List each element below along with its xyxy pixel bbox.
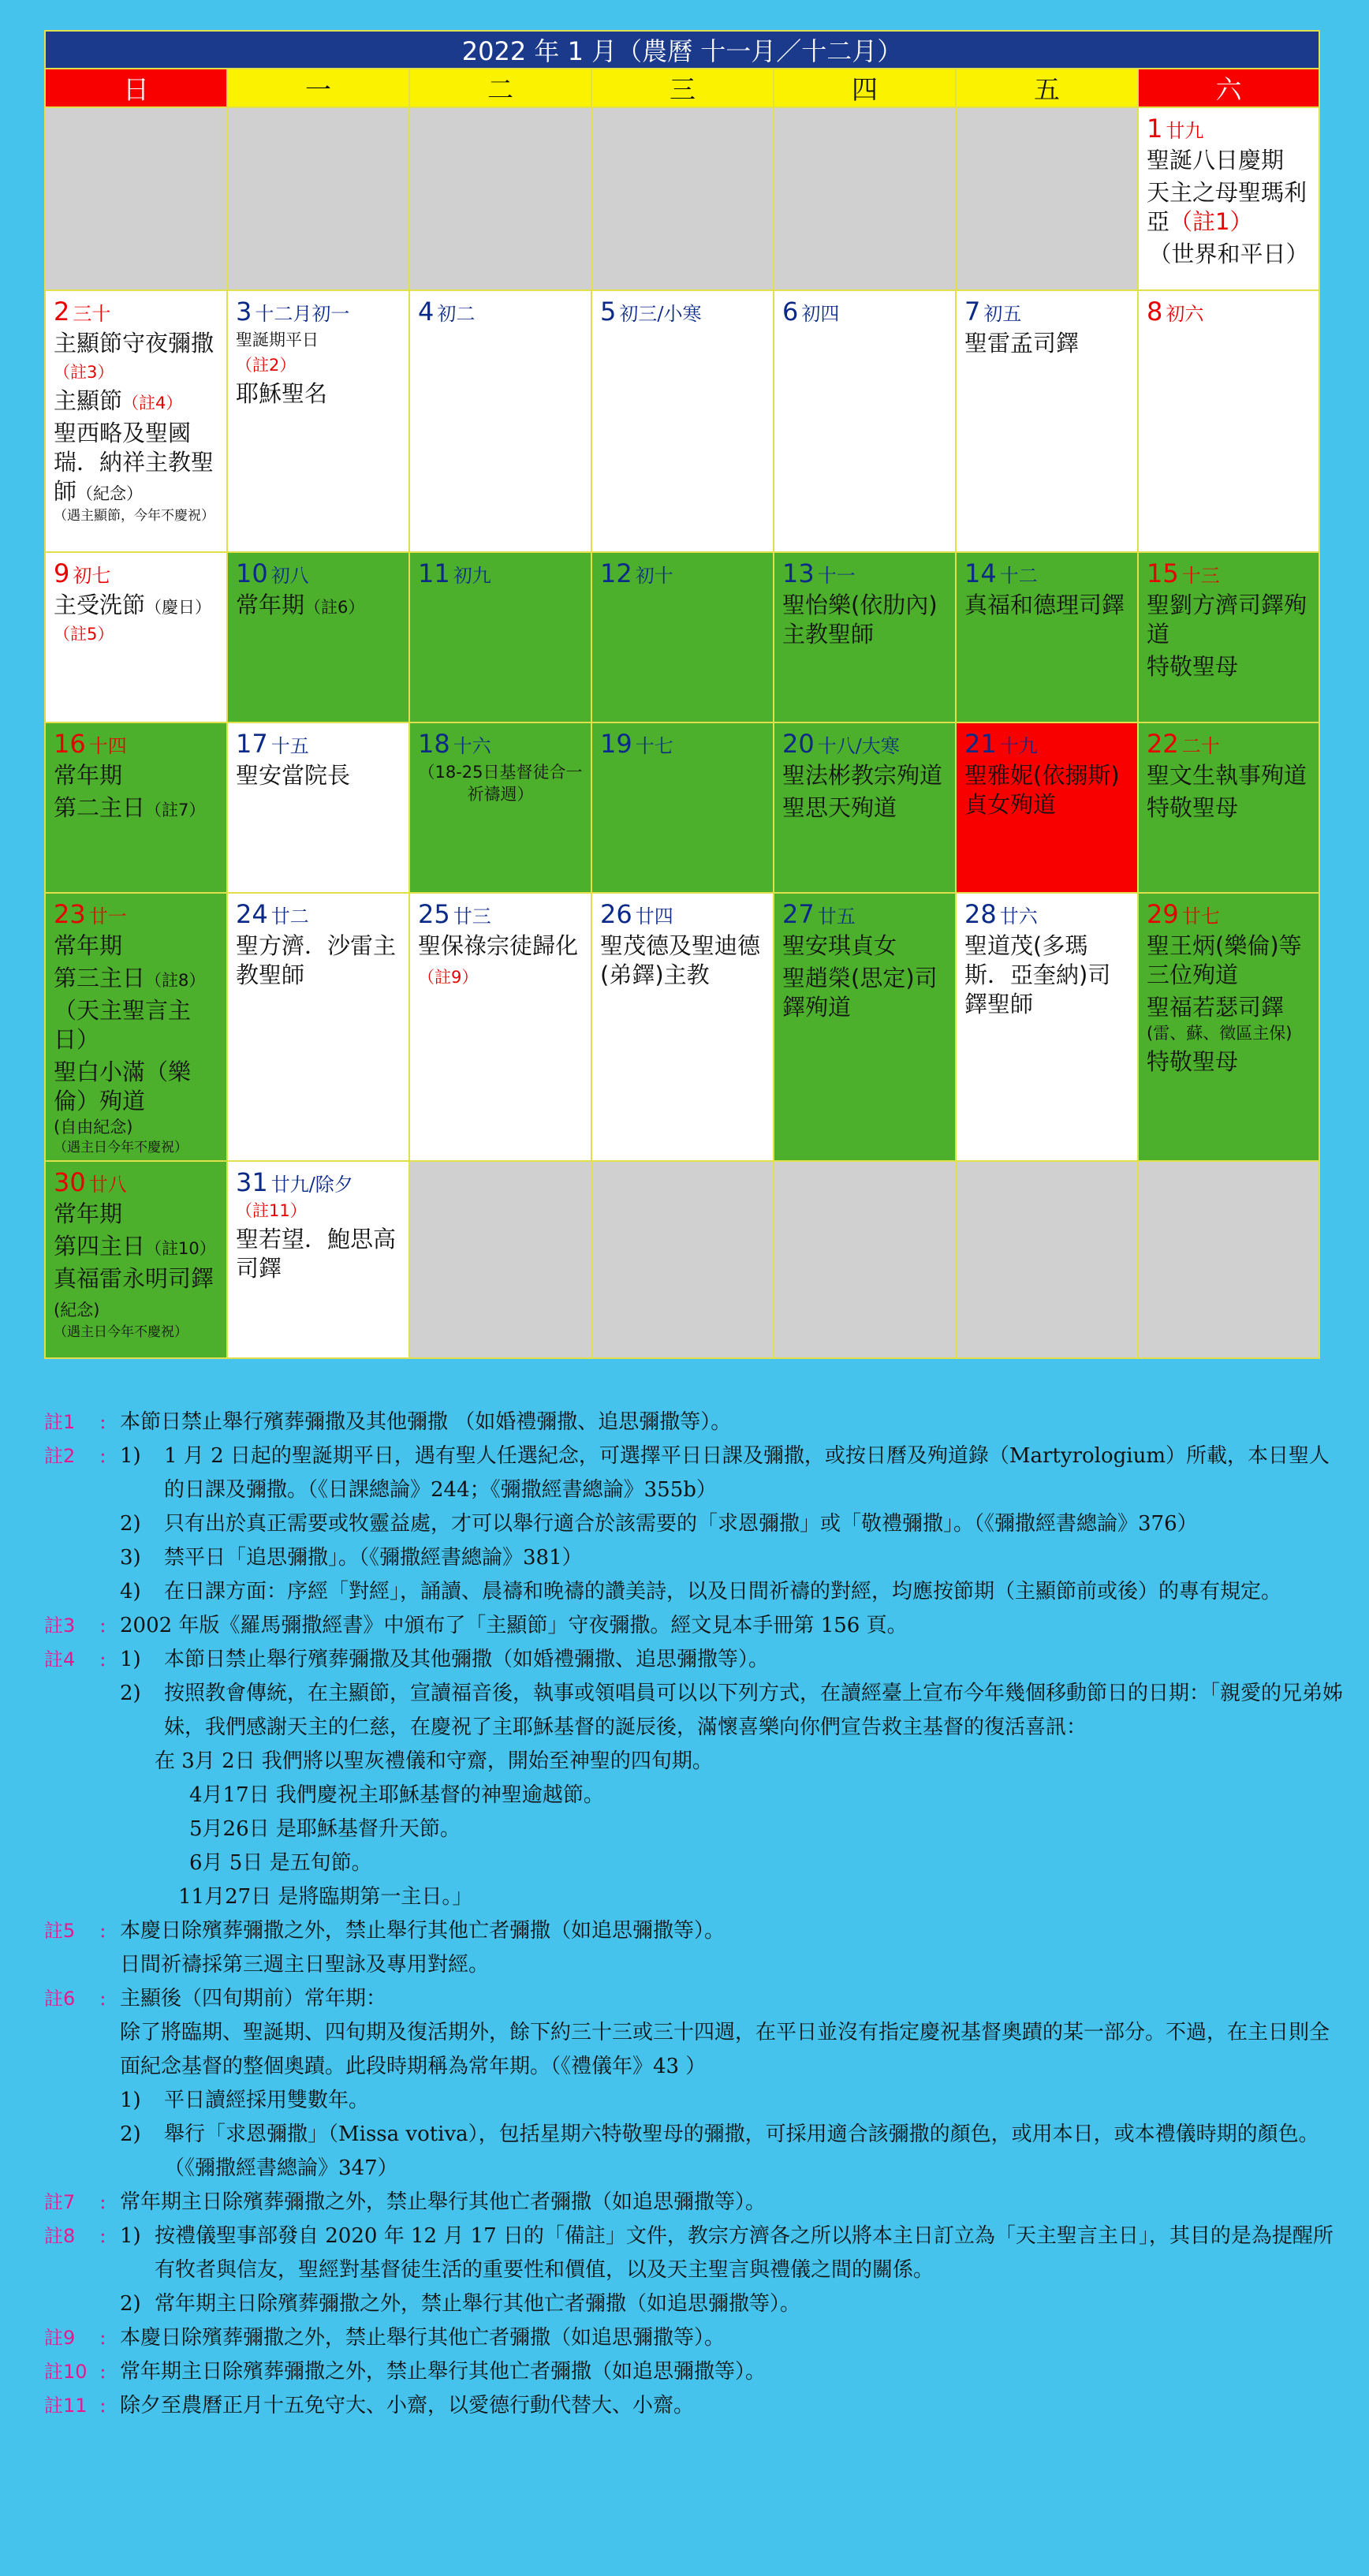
day-cell-22 xyxy=(1138,722,1319,893)
feast-text: 主顯節（註4） xyxy=(54,387,183,414)
feast-text: 特敬聖母 xyxy=(1147,653,1239,680)
note-text: 本節日禁止舉行殯葬彌撒及其他彌撒 （如婚禮彌撒、追思彌撒等）。 xyxy=(120,1410,732,1434)
notes-section xyxy=(44,1406,1345,2423)
day-number: 13 xyxy=(782,558,815,588)
lunar-date: 初七 xyxy=(73,565,111,587)
empty-cell xyxy=(774,1161,956,1358)
note-text: 本節日禁止舉行殯葬彌撒及其他彌撒（如婚禮彌撒、追思彌撒等）。 xyxy=(164,1648,770,1671)
empty-cell xyxy=(591,1161,774,1358)
weekday-mon: 一 xyxy=(227,69,409,107)
note-text: 日間祈禱採第三週主日聖詠及專用對經。 xyxy=(120,1953,490,1977)
note-text: 按照教會傳統，在主顯節，宣讀福音後，執事或領唱員可以以下列方式，在讀經臺上宣布今年幾個移動節日的日期：「親愛的兄弟姊妹，我們感謝天主的仁慈，在慶祝了主耶穌基督的誕辰後，滿懷喜樂向你們宣告救主基督的復活喜訊： xyxy=(164,1682,1344,1739)
day-cell-23 xyxy=(45,893,227,1161)
day-number: 10 xyxy=(236,558,268,588)
feast-remark: （遇主日今年不慶祝） xyxy=(54,1140,188,1155)
day-number: 26 xyxy=(600,899,632,929)
lunar-date: 初五 xyxy=(983,303,1022,325)
lunar-date: 初三/小寒 xyxy=(619,303,702,325)
day-number: 14 xyxy=(964,558,997,588)
weekday-thu: 四 xyxy=(774,69,956,107)
lunar-date: 廿四 xyxy=(635,905,673,928)
lunar-date: 十四 xyxy=(88,735,127,757)
note-label: 註5 xyxy=(44,1920,76,1942)
day-number: 18 xyxy=(418,729,450,759)
feast-text: 聖雅妮(依搦斯)貞女殉道 xyxy=(964,762,1120,818)
feast-text: 聖安當院長 xyxy=(236,762,351,789)
empty-cell xyxy=(956,107,1138,290)
note-label: 註3 xyxy=(44,1615,76,1637)
note-11: 註11 : 除夕至農曆正月十五免守大、小齋，以愛德行動代替大、小齋。 xyxy=(44,2389,1345,2423)
note-label: 註2 xyxy=(44,1445,76,1467)
empty-cell xyxy=(1138,1161,1319,1358)
feast-text: 天主之母聖瑪利亞（註1） xyxy=(1147,179,1307,235)
empty-cell xyxy=(45,107,227,290)
day-number: 28 xyxy=(964,899,997,929)
note-5: 註5 : 本慶日除殯葬彌撒之外，禁止舉行其他亡者彌撒（如追思彌撒等）。 日間祈禱採第三週主日聖詠及專用對經。 xyxy=(44,1914,1345,1982)
lunar-date: 廿九/除夕 xyxy=(270,1174,353,1196)
note-ref: （註9） xyxy=(418,968,479,987)
note-label: 註8 xyxy=(44,2225,76,2247)
lunar-date: 十二月初一 xyxy=(255,303,350,325)
day-number: 27 xyxy=(782,899,815,929)
feast-text: 真福雷永明司鐸(紀念) xyxy=(54,1265,214,1320)
empty-cell xyxy=(591,107,774,290)
note-text: 舉行「求恩彌撒」（Missa votiva），包括星期六特敬聖母的彌撒，可採用適合該彌撒的顏色，或用本日，或本禮儀時期的顏色。（《彌撒經書總論》347） xyxy=(164,2122,1319,2180)
note-1: 註1 : 本節日禁止舉行殯葬彌撒及其他彌撒 （如婚禮彌撒、追思彌撒等）。 xyxy=(44,1406,1345,1439)
note-9: 註9 : 本慶日除殯葬彌撒之外，禁止舉行其他亡者彌撒（如追思彌撒等）。 xyxy=(44,2321,1345,2355)
day-cell-26 xyxy=(591,893,774,1161)
empty-cell xyxy=(774,107,956,290)
movable-date: 在 3月 2日 我們將以聖灰禮儀和守齋，開始至神聖的四旬期。 xyxy=(155,1749,713,1773)
feast-text: 聖方濟．沙雷主教聖師 xyxy=(236,932,397,988)
note-text: 在日課方面：序經「對經」，誦讀、晨禱和晚禱的讚美詩，以及日間祈禱的對經，均應按節期（主顯節前或後）的專有規定。 xyxy=(164,1580,1282,1603)
feast-text: 聖道茂(多瑪斯．亞奎納)司鐸聖師 xyxy=(964,932,1111,1017)
day-cell-27 xyxy=(774,893,956,1161)
note-ref: （註2） xyxy=(236,356,297,375)
day-number: 12 xyxy=(600,558,632,588)
note-text: 禁平日「追思彌撒」。（《彌撒經書總論》381） xyxy=(164,1546,583,1570)
empty-cell xyxy=(956,1161,1138,1358)
feast-text: 聖白小滿（樂倫）殉道 xyxy=(54,1058,192,1114)
note-text: 按禮儀聖事部發自 2020 年 12 月 17 日的「備註」文件，教宗方濟各之所以將本主日訂立為「天主聖言主日」，其目的是為提醒所有牧者與信友，聖經對基督徒生活的重要性和價值，以及天主聖言與禮儀之間的關係。 xyxy=(155,2224,1334,2282)
movable-date: 11月27日 是將臨期第一主日。」 xyxy=(178,1885,473,1909)
note-6: 註6 : 主顯後（四旬期前）常年期： 除了將臨期、聖誕期、四旬期及復活期外，餘下約三十三或三十四週，在平日並沒有指定慶祝基督奧蹟的某一部分。不過，在主日則全面紀念基督的整個奧蹟。此段時期稱為常年期。（《禮儀年》43 ） 1) 平日讀經採用雙數年。 2) 舉行「求恩彌撒」（Missa votiva），包括星期六特敬聖母的彌撒，可採用適合該彌撒的顏色，或用本日，或本禮儀時期的顏色。（《彌撒經書總論》347） xyxy=(44,1982,1345,2186)
lunar-date: 十六 xyxy=(453,735,491,757)
feast-text: 第四主日（註10） xyxy=(54,1233,216,1260)
day-cell-13 xyxy=(774,552,956,722)
day-number: 3 xyxy=(236,297,252,327)
day-cell-14 xyxy=(956,552,1138,722)
feast-text: 聖法彬教宗殉道 xyxy=(782,762,943,789)
feast-text: 主顯節守夜彌撒 xyxy=(54,330,214,357)
day-number: 22 xyxy=(1147,729,1179,759)
day-cell-12 xyxy=(591,552,774,722)
feast-text: 主受洗節（慶日） xyxy=(54,592,212,618)
note-2: 註2 : 1) 1 月 2 日起的聖誕期平日，遇有聖人任選紀念，可選擇平日日課及彌撒，或按日曆及殉道錄（Martyrologium）所載，本日聖人的日課及彌撒。（《日課總論》244；《彌撒經書總論》355b） 2) 只有出於真正需要或牧靈益處，才可以舉行適合於該需要的「求恩彌撒」或「敬禮彌撒」。（《彌撒經書總論》376） 3) 禁平日「追思彌撒」。（《彌撒經書總論》381） 4) 在日課方面：序經「對經」，誦讀、晨禱和晚禱的讚美詩，以及日間祈禱的對經，均應按節期（主顯節前或後）的專有規定。 xyxy=(44,1439,1345,1609)
day-cell-31 xyxy=(227,1161,409,1358)
feast-text: 常年期 xyxy=(54,932,123,959)
feast-text: 第三主日（註8） xyxy=(54,965,206,991)
note-ref: （註3） xyxy=(54,363,114,382)
lunar-date: 廿一 xyxy=(88,905,127,928)
feast-remark: （遇主日今年不慶祝） xyxy=(54,1324,188,1340)
day-cell-17 xyxy=(227,722,409,893)
lunar-date: 初六 xyxy=(1166,303,1204,325)
feast-text: 聖趙榮(思定)司鐸殉道 xyxy=(782,965,938,1021)
feast-text: 聖文生執事殉道 xyxy=(1147,762,1307,789)
day-cell-25 xyxy=(409,893,591,1161)
feast-text: 聖保祿宗徒歸化（註9） xyxy=(418,932,579,987)
day-cell-11 xyxy=(409,552,591,722)
day-cell-5 xyxy=(591,290,774,552)
feast-text: 聖雷孟司鐸 xyxy=(964,330,1080,357)
feast-text: 特敬聖母 xyxy=(1147,794,1239,821)
lunar-date: 廿七 xyxy=(1181,905,1220,928)
feast-text: 真福和德理司鐸 xyxy=(964,592,1125,618)
day-number: 9 xyxy=(54,558,70,588)
note-text: 本慶日除殯葬彌撒之外，禁止舉行其他亡者彌撒（如追思彌撒等）。 xyxy=(120,2326,726,2350)
feast-text: 聖福若瑟司鐸 xyxy=(1147,994,1285,1021)
day-number: 17 xyxy=(236,729,268,759)
feast-text: （天主聖言主日） xyxy=(54,997,192,1053)
lunar-date: 廿六 xyxy=(999,905,1038,928)
lunar-date: 廿五 xyxy=(817,905,856,928)
lunar-date: 十一 xyxy=(817,565,856,587)
day-number: 20 xyxy=(782,729,815,759)
day-number: 29 xyxy=(1147,899,1179,929)
feast-text: （世界和平日） xyxy=(1148,241,1309,267)
movable-date: 4月17日 我們慶祝主耶穌基督的神聖逾越節。 xyxy=(189,1783,604,1807)
day-cell-19 xyxy=(591,722,774,893)
day-cell-16 xyxy=(45,722,227,893)
note-8: 註8 : 1) 按禮儀聖事部發自 2020 年 12 月 17 日的「備註」文件，教宗方濟各之所以將本主日訂立為「天主聖言主日」，其目的是為提醒所有牧者與信友，聖經對基督徒生活的重要性和價值，以及天主聖言與禮儀之間的關係。 2) 常年期主日除殯葬彌撒之外，禁止舉行其他亡者彌撒（如追思彌撒等）。 xyxy=(44,2219,1345,2321)
day-number: 25 xyxy=(418,899,450,929)
note-text: 2002 年版《羅馬彌撒經書》中頒布了「主顯節」守夜彌撒。經文見本手冊第 156 頁。 xyxy=(120,1614,908,1637)
note-ref: （註1） xyxy=(1169,208,1253,235)
day-number: 16 xyxy=(54,729,86,759)
lunar-date: 初九 xyxy=(453,565,491,587)
weekday-sat: 六 xyxy=(1138,69,1319,107)
lunar-date: 廿九 xyxy=(1166,120,1204,142)
day-cell-28 xyxy=(956,893,1138,1161)
feast-text: 聖思天殉道 xyxy=(782,794,897,821)
day-cell-9 xyxy=(45,552,227,722)
day-number: 7 xyxy=(964,297,981,327)
day-number: 31 xyxy=(236,1167,268,1197)
weekday-wed: 三 xyxy=(591,69,774,107)
note-text: 除夕至農曆正月十五免守大、小齋，以愛德行動代替大、小齋。 xyxy=(120,2394,695,2417)
movable-date: 6月 5日 是五旬節。 xyxy=(189,1851,372,1875)
note-label: 註6 xyxy=(44,1988,76,2010)
feast-text: （18-25日基督徒合一祈禱週） xyxy=(418,763,583,804)
lunar-date: 十七 xyxy=(635,735,673,757)
feast-text: 聖怡樂(依肋內)主教聖師 xyxy=(782,592,938,648)
movable-date: 5月26日 是耶穌基督升天節。 xyxy=(189,1817,461,1841)
empty-cell xyxy=(227,107,409,290)
lunar-date: 初八 xyxy=(270,565,309,587)
feast-text: 聖誕八日慶期 xyxy=(1147,147,1285,174)
day-number: 19 xyxy=(600,729,632,759)
feast-text: 聖安琪貞女 xyxy=(782,932,897,959)
lunar-date: 十二 xyxy=(999,565,1038,587)
feast-text: 常年期 xyxy=(54,1200,123,1227)
day-number: 15 xyxy=(1147,558,1179,588)
note-text: 常年期主日除殯葬彌撒之外，禁止舉行其他亡者彌撒（如追思彌撒等）。 xyxy=(155,2292,801,2316)
lunar-date: 十九 xyxy=(999,735,1038,757)
lunar-date: 初十 xyxy=(635,565,673,587)
day-cell-29 xyxy=(1138,893,1319,1161)
feast-text: 常年期（註6） xyxy=(236,592,365,618)
day-number: 21 xyxy=(964,729,997,759)
weekday-tue: 二 xyxy=(409,69,591,107)
note-ref: （註5） xyxy=(54,625,114,644)
note-label: 註11 xyxy=(44,2395,88,2417)
note-text: 常年期主日除殯葬彌撒之外，禁止舉行其他亡者彌撒（如追思彌撒等）。 xyxy=(120,2190,767,2214)
note-label: 註10 xyxy=(44,2361,88,2383)
note-text: 常年期主日除殯葬彌撒之外，禁止舉行其他亡者彌撒（如追思彌撒等）。 xyxy=(120,2360,767,2384)
lunar-date: 廿三 xyxy=(453,905,491,928)
day-number: 24 xyxy=(236,899,268,929)
empty-cell xyxy=(409,1161,591,1358)
lunar-date: 十三 xyxy=(1181,565,1220,587)
day-cell-10 xyxy=(227,552,409,722)
day-cell-6 xyxy=(774,290,956,552)
feast-text: 聖若望．鮑思高司鐸 xyxy=(236,1226,397,1282)
note-10: 註10 : 常年期主日除殯葬彌撒之外，禁止舉行其他亡者彌撒（如追思彌撒等）。 xyxy=(44,2355,1345,2389)
day-cell-20 xyxy=(774,722,956,893)
note-label: 註7 xyxy=(44,2191,76,2213)
feast-remark: （遇主顯節，今年不慶祝） xyxy=(54,508,214,524)
day-number: 23 xyxy=(54,899,86,929)
feast-text: 耶穌聖名 xyxy=(236,380,328,407)
calendar-table xyxy=(44,30,1320,1359)
note-text: 只有出於真正需要或牧靈益處，才可以舉行適合於該需要的「求恩彌撒」或「敬禮彌撒」。（《彌撒經書總論》376） xyxy=(164,1512,1198,1536)
day-cell-30 xyxy=(45,1161,227,1358)
note-ref: （註11） xyxy=(236,1201,307,1220)
day-cell-18 xyxy=(409,722,591,893)
feast-text: 聖西略及聖國瑞．納祥主教聖師（紀念） xyxy=(54,420,214,505)
note-label: 註1 xyxy=(44,1411,76,1433)
lunar-date: 廿二 xyxy=(270,905,309,928)
lunar-date: 初二 xyxy=(437,303,476,325)
lunar-date: 二十 xyxy=(1181,735,1220,757)
note-3: 註3 : 2002 年版《羅馬彌撒經書》中頒布了「主顯節」守夜彌撒。經文見本手冊第 156 頁。 xyxy=(44,1609,1345,1643)
note-text: 本慶日除殯葬彌撒之外，禁止舉行其他亡者彌撒（如追思彌撒等）。 xyxy=(120,1919,726,1943)
feast-remark: (自由紀念) xyxy=(54,1118,133,1137)
note-text: 除了將臨期、聖誕期、四旬期及復活期外，餘下約三十三或三十四週，在平日並沒有指定慶祝基督奧蹟的某一部分。不過，在主日則全面紀念基督的整個奧蹟。此段時期稱為常年期。（《禮儀年》43 ） xyxy=(120,2021,1330,2078)
weekday-fri: 五 xyxy=(956,69,1138,107)
feast-text: 聖茂德及聖迪德(弟鐸)主教 xyxy=(600,932,761,988)
day-cell-15 xyxy=(1138,552,1319,722)
day-number: 4 xyxy=(418,297,435,327)
lunar-date: 廿八 xyxy=(88,1174,127,1196)
note-text: 1 月 2 日起的聖誕期平日，遇有聖人任選紀念，可選擇平日日課及彌撒，或按日曆及殉道錄（Martyrologium）所載，本日聖人的日課及彌撒。（《日課總論》244；《彌撒經書總論》355b） xyxy=(164,1444,1330,1502)
calendar-title: 2022 年 1 月（農曆 十一月／十二月） xyxy=(45,31,1319,69)
lunar-date: 十五 xyxy=(270,735,309,757)
day-cell-24 xyxy=(227,893,409,1161)
note-label: 註4 xyxy=(44,1648,76,1671)
feast-text: 常年期 xyxy=(54,762,123,789)
feast-text: 聖誕期平日 xyxy=(236,330,319,349)
day-number: 8 xyxy=(1147,297,1163,327)
feast-text: 特敬聖母 xyxy=(1147,1048,1239,1075)
note-text: 平日讀經採用雙數年。 xyxy=(164,2089,370,2112)
day-cell-1 xyxy=(1138,107,1319,290)
day-cell-21 xyxy=(956,722,1138,893)
day-number: 11 xyxy=(418,558,450,588)
day-number: 2 xyxy=(54,297,70,327)
feast-text: 聖王炳(樂倫)等三位殉道 xyxy=(1147,932,1302,988)
empty-cell xyxy=(409,107,591,290)
lunar-date: 初四 xyxy=(801,303,840,325)
day-number: 1 xyxy=(1147,114,1163,144)
day-cell-3 xyxy=(227,290,409,552)
day-number: 6 xyxy=(782,297,799,327)
feast-remark: (雷、蘇、徵區主保) xyxy=(1147,1024,1293,1043)
note-4: 註4 : 1) 本節日禁止舉行殯葬彌撒及其他彌撒（如婚禮彌撒、追思彌撒等）。 2) 按照教會傳統，在主顯節，宣讀福音後，執事或領唱員可以以下列方式，在讀經臺上宣布今年幾個移動節日的日期：「親愛的兄弟姊妹，我們感謝天主的仁慈，在慶祝了主耶穌基督的誕辰後，滿懷喜樂向你們宣告救主基督的復活喜訊： 在 3月 2日 我們將以聖灰禮儀和守齋，開始至神聖的四旬期。 4月17日 我們慶祝主耶穌基督的神聖逾越節。 5月26日 是耶穌基督升天節。 6月 5日 是五旬節。 11月27日 是將臨期第一主日。」 xyxy=(44,1643,1345,1914)
day-number: 5 xyxy=(600,297,617,327)
lunar-date: 十八/大寒 xyxy=(817,735,900,757)
day-cell-2 xyxy=(45,290,227,552)
feast-text: 第二主日（註7） xyxy=(54,794,206,821)
note-text: 主顯後（四旬期前）常年期： xyxy=(120,1987,387,2010)
note-7: 註7 : 常年期主日除殯葬彌撒之外，禁止舉行其他亡者彌撒（如追思彌撒等）。 xyxy=(44,2186,1345,2219)
day-cell-8 xyxy=(1138,290,1319,552)
day-number: 30 xyxy=(54,1167,86,1197)
note-ref: （註4） xyxy=(122,394,183,413)
feast-text: 聖劉方濟司鐸殉道 xyxy=(1147,592,1307,648)
day-cell-4 xyxy=(409,290,591,552)
note-label: 註9 xyxy=(44,2327,76,2349)
weekday-sun: 日 xyxy=(45,69,227,107)
lunar-date: 三十 xyxy=(73,303,111,325)
day-cell-7 xyxy=(956,290,1138,552)
